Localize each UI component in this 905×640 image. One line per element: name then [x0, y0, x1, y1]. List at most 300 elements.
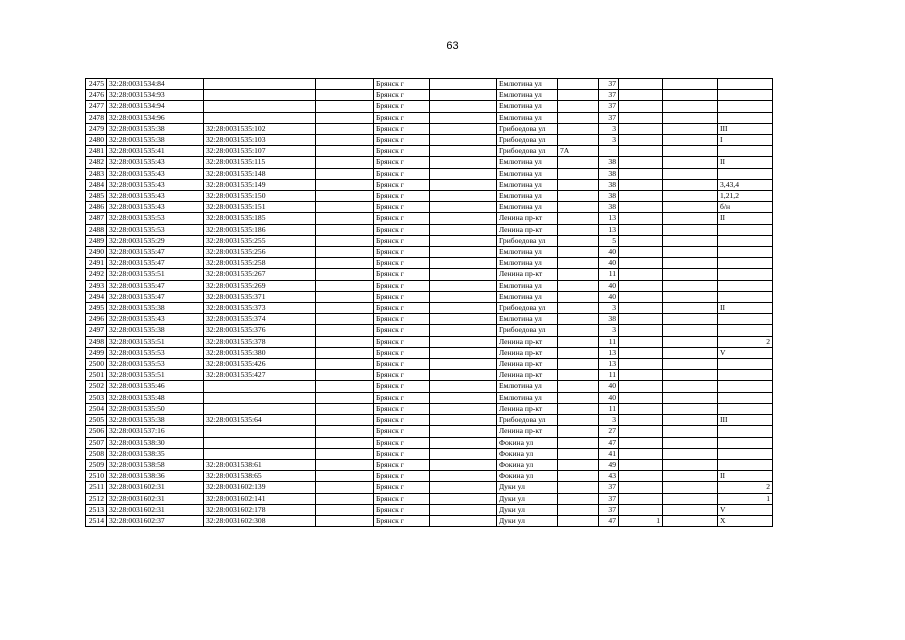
cell-col-quantity: [619, 157, 663, 168]
cell-col-empty-b: [430, 90, 497, 101]
cell-house-number: 37: [599, 101, 619, 112]
cell-city: Брянск г: [374, 493, 430, 504]
cell-house-letter: [558, 347, 599, 358]
cell-house-letter: [558, 90, 599, 101]
cell-house-letter: [558, 202, 599, 213]
cell-house-number: 3: [599, 123, 619, 134]
cell-cadastral-number: 32:28:0031602:178: [204, 504, 316, 515]
cell-house-number: 37: [599, 79, 619, 90]
table-row: [86, 202, 773, 213]
cell-house-letter: [558, 191, 599, 202]
cell-col-empty-b: [430, 448, 497, 459]
cell-col-empty-c: [663, 359, 718, 370]
cell-row-number: 2484: [86, 179, 107, 190]
cell-col-quantity: [619, 359, 663, 370]
cell-col-note: б/н: [718, 202, 773, 213]
cell-cadastral-number: 32:28:0031535:374: [204, 314, 316, 325]
cell-col-empty-c: [663, 168, 718, 179]
cell-col-empty-b: [430, 135, 497, 146]
cell-house-letter: [558, 403, 599, 414]
cell-col-quantity: [619, 112, 663, 123]
cell-col-note: II: [718, 471, 773, 482]
cell-house-letter: [558, 168, 599, 179]
cell-city: Брянск г: [374, 370, 430, 381]
cell-col-quantity: [619, 336, 663, 347]
cell-street: Емлютина ул: [497, 280, 558, 291]
cell-row-number: 2494: [86, 291, 107, 302]
cell-col-note: [718, 325, 773, 336]
cell-house-letter: [558, 515, 599, 526]
cell-col-empty-b: [430, 471, 497, 482]
cell-col-empty-b: [430, 247, 497, 258]
cell-col-empty-b: [430, 515, 497, 526]
cell-col-empty-c: [663, 403, 718, 414]
cell-house-number: 37: [599, 90, 619, 101]
cell-city: Брянск г: [374, 79, 430, 90]
cell-col-quantity: [619, 303, 663, 314]
cell-street: Ленина пр-кт: [497, 403, 558, 414]
table-row: [86, 247, 773, 258]
cell-street: Грибоедова ул: [497, 303, 558, 314]
cell-row-number: 2514: [86, 515, 107, 526]
cell-house-letter: [558, 471, 599, 482]
cell-street: Дуки ул: [497, 515, 558, 526]
cell-house-number: 38: [599, 191, 619, 202]
cell-col-quantity: [619, 258, 663, 269]
cell-city: Брянск г: [374, 135, 430, 146]
cell-street: Грибоедова ул: [497, 325, 558, 336]
cell-cadastral-number: 32:28:0031535:373: [204, 303, 316, 314]
cell-house-number: 47: [599, 437, 619, 448]
cell-col-quantity: [619, 426, 663, 437]
cell-col-empty-c: [663, 179, 718, 190]
cell-city: Брянск г: [374, 90, 430, 101]
cell-row-number: 2480: [86, 135, 107, 146]
cell-col-quantity: [619, 381, 663, 392]
cell-col-empty-b: [430, 291, 497, 302]
cell-cadastral-number: 32:28:0031602:139: [204, 482, 316, 493]
cell-cadastral-number: 32:28:0031538:65: [204, 471, 316, 482]
cell-col-quantity: [619, 415, 663, 426]
cell-note-number: 2: [766, 482, 770, 492]
cell-row-number: 2511: [86, 482, 107, 493]
cell-col-empty-b: [430, 235, 497, 246]
cell-house-number: 38: [599, 202, 619, 213]
cell-col-note: [718, 224, 773, 235]
cell-col-empty-c: [663, 448, 718, 459]
cell-city: Брянск г: [374, 325, 430, 336]
cell-col-empty-c: [663, 213, 718, 224]
cell-city: Брянск г: [374, 112, 430, 123]
cell-house-letter: [558, 381, 599, 392]
cell-col-empty-a: [316, 224, 374, 235]
cell-col-empty-b: [430, 359, 497, 370]
cell-cadastral-number: 32:28:0031535:115: [204, 157, 316, 168]
cell-col-note: [718, 168, 773, 179]
cell-col-empty-b: [430, 493, 497, 504]
cell-col-note: [718, 258, 773, 269]
cell-col-quantity: [619, 482, 663, 493]
cell-street: Емлютина ул: [497, 291, 558, 302]
cell-city: Брянск г: [374, 336, 430, 347]
cell-col-empty-c: [663, 504, 718, 515]
cell-col-empty-a: [316, 179, 374, 190]
cell-row-number: 2477: [86, 101, 107, 112]
cell-cadastral-quarter: 32:28:0031535:47: [107, 258, 204, 269]
cell-col-note: III: [718, 123, 773, 134]
cell-col-empty-a: [316, 157, 374, 168]
cell-cadastral-number: 32:28:0031535:258: [204, 258, 316, 269]
cell-col-empty-c: [663, 325, 718, 336]
cell-row-number: 2512: [86, 493, 107, 504]
cell-cadastral-number: 32:28:0031535:107: [204, 146, 316, 157]
cell-house-letter: [558, 415, 599, 426]
cell-house-number: 40: [599, 291, 619, 302]
cell-cadastral-quarter: 32:28:0031535:53: [107, 359, 204, 370]
cell-row-number: 2497: [86, 325, 107, 336]
cell-city: Брянск г: [374, 213, 430, 224]
cell-row-number: 2509: [86, 459, 107, 470]
cell-row-number: 2513: [86, 504, 107, 515]
cell-col-empty-c: [663, 101, 718, 112]
cell-city: Брянск г: [374, 224, 430, 235]
cell-col-note: [718, 314, 773, 325]
cell-cadastral-quarter: 32:28:0031535:47: [107, 291, 204, 302]
cell-col-empty-c: [663, 303, 718, 314]
cell-col-note: II: [718, 303, 773, 314]
cell-col-empty-a: [316, 325, 374, 336]
table-row: [86, 280, 773, 291]
cell-col-note: V: [718, 347, 773, 358]
table-row: [86, 347, 773, 358]
cell-col-empty-b: [430, 213, 497, 224]
cell-col-quantity: [619, 135, 663, 146]
cell-col-quantity: [619, 347, 663, 358]
cell-col-empty-a: [316, 347, 374, 358]
cell-col-empty-c: [663, 157, 718, 168]
cell-cadastral-quarter: 32:28:0031535:48: [107, 392, 204, 403]
cell-col-note: III: [718, 415, 773, 426]
cell-house-number: 40: [599, 280, 619, 291]
cell-col-empty-b: [430, 123, 497, 134]
cell-house-number: 11: [599, 336, 619, 347]
cell-row-number: 2499: [86, 347, 107, 358]
cell-col-empty-a: [316, 247, 374, 258]
cell-row-number: 2510: [86, 471, 107, 482]
cell-city: Брянск г: [374, 202, 430, 213]
table-row: [86, 291, 773, 302]
cell-street: Ленина пр-кт: [497, 269, 558, 280]
cell-col-quantity: [619, 280, 663, 291]
cell-col-note: [718, 359, 773, 370]
cell-col-empty-b: [430, 325, 497, 336]
cell-cadastral-quarter: 32:28:0031535:51: [107, 269, 204, 280]
cell-col-quantity: [619, 90, 663, 101]
cell-col-note: [718, 370, 773, 381]
cell-house-letter: [558, 459, 599, 470]
cell-house-letter: [558, 426, 599, 437]
cell-house-letter: [558, 280, 599, 291]
cell-col-empty-c: [663, 415, 718, 426]
cell-row-number: 2476: [86, 90, 107, 101]
table-row: [86, 258, 773, 269]
cell-house-number: 3: [599, 325, 619, 336]
cell-cadastral-quarter: 32:28:0031602:31: [107, 493, 204, 504]
cell-street: Грибоедова ул: [497, 235, 558, 246]
cell-col-empty-b: [430, 426, 497, 437]
cell-col-empty-a: [316, 280, 374, 291]
cell-col-note: [718, 336, 773, 347]
cell-col-quantity: [619, 146, 663, 157]
cell-note-number: 1: [766, 493, 770, 503]
cell-house-number: 13: [599, 213, 619, 224]
cell-col-empty-b: [430, 381, 497, 392]
cell-house-number: 40: [599, 381, 619, 392]
cell-house-letter: [558, 336, 599, 347]
table-row: [86, 79, 773, 90]
cell-col-empty-c: [663, 90, 718, 101]
cell-col-quantity: [619, 213, 663, 224]
cell-cadastral-quarter: 32:28:0031535:38: [107, 123, 204, 134]
cell-cadastral-number: 32:28:0031602:141: [204, 493, 316, 504]
table-row: [86, 415, 773, 426]
cell-house-letter: [558, 437, 599, 448]
cell-col-note: [718, 101, 773, 112]
cell-city: Брянск г: [374, 426, 430, 437]
cell-col-empty-c: [663, 79, 718, 90]
cell-cadastral-quarter: 32:28:0031537:16: [107, 426, 204, 437]
cell-cadastral-quarter: 32:28:0031535:43: [107, 157, 204, 168]
cell-col-note: [718, 90, 773, 101]
cell-cadastral-quarter: 32:28:0031534:94: [107, 101, 204, 112]
cell-house-number: 41: [599, 448, 619, 459]
cell-col-empty-a: [316, 303, 374, 314]
table-row: [86, 101, 773, 112]
cell-street: Фокина ул: [497, 471, 558, 482]
cell-house-letter: [558, 157, 599, 168]
cell-col-empty-b: [430, 370, 497, 381]
cell-cadastral-quarter: 32:28:0031535:43: [107, 179, 204, 190]
cell-col-empty-a: [316, 471, 374, 482]
cell-street: Емлютина ул: [497, 90, 558, 101]
cell-cadastral-quarter: 32:28:0031535:38: [107, 415, 204, 426]
cell-col-empty-c: [663, 493, 718, 504]
cell-house-letter: [558, 101, 599, 112]
cell-house-letter: [558, 359, 599, 370]
cell-house-letter: [558, 370, 599, 381]
cell-col-empty-b: [430, 179, 497, 190]
cell-col-note: II: [718, 213, 773, 224]
cell-col-quantity: [619, 291, 663, 302]
cell-col-empty-c: [663, 258, 718, 269]
cell-row-number: 2503: [86, 392, 107, 403]
cell-house-number: 11: [599, 403, 619, 414]
cell-col-quantity: [619, 202, 663, 213]
cell-cadastral-number: [204, 392, 316, 403]
table-row: [86, 179, 773, 190]
cell-house-letter: [558, 135, 599, 146]
cell-col-empty-a: [316, 123, 374, 134]
cell-house-letter: [558, 179, 599, 190]
cell-col-empty-a: [316, 448, 374, 459]
cell-city: Брянск г: [374, 157, 430, 168]
table-body: [86, 79, 773, 527]
cell-cadastral-number: 32:28:0031535:148: [204, 168, 316, 179]
cell-street: Емлютина ул: [497, 112, 558, 123]
table-row: [86, 325, 773, 336]
cell-col-quantity: [619, 471, 663, 482]
cell-cadastral-quarter: 32:28:0031535:51: [107, 370, 204, 381]
cell-cadastral-quarter: 32:28:0031535:43: [107, 168, 204, 179]
cell-col-empty-a: [316, 202, 374, 213]
cell-street: Емлютина ул: [497, 247, 558, 258]
cell-col-empty-a: [316, 191, 374, 202]
table-row: [86, 269, 773, 280]
cell-city: Брянск г: [374, 146, 430, 157]
cell-col-empty-a: [316, 359, 374, 370]
cell-row-number: 2485: [86, 191, 107, 202]
cell-house-number: 3: [599, 415, 619, 426]
cell-cadastral-quarter: 32:28:0031535:43: [107, 314, 204, 325]
cell-col-note: [718, 235, 773, 246]
cell-col-empty-a: [316, 79, 374, 90]
cell-street: Емлютина ул: [497, 314, 558, 325]
cell-col-note: [718, 269, 773, 280]
cell-house-letter: [558, 269, 599, 280]
cell-col-empty-b: [430, 191, 497, 202]
cell-street: Емлютина ул: [497, 179, 558, 190]
cell-col-empty-c: [663, 269, 718, 280]
cell-cadastral-number: [204, 381, 316, 392]
cell-col-quantity: [619, 437, 663, 448]
cell-col-note: [718, 426, 773, 437]
table-row: [86, 459, 773, 470]
cell-cadastral-quarter: 32:28:0031535:38: [107, 303, 204, 314]
cell-col-empty-c: [663, 370, 718, 381]
cell-cadastral-number: 32:28:0031535:256: [204, 247, 316, 258]
cell-house-number: 3: [599, 303, 619, 314]
cell-city: Брянск г: [374, 258, 430, 269]
cell-house-number: 37: [599, 504, 619, 515]
cell-house-number: 37: [599, 493, 619, 504]
cell-cadastral-quarter: 32:28:0031534:93: [107, 90, 204, 101]
cell-col-empty-b: [430, 459, 497, 470]
table-row: [86, 235, 773, 246]
cell-cadastral-quarter: 32:28:0031535:53: [107, 224, 204, 235]
cell-col-empty-a: [316, 515, 374, 526]
table-row: [86, 303, 773, 314]
cell-city: Брянск г: [374, 392, 430, 403]
cell-city: Брянск г: [374, 515, 430, 526]
cell-row-number: 2481: [86, 146, 107, 157]
table-row: [86, 370, 773, 381]
cell-house-number: 3: [599, 135, 619, 146]
cell-col-empty-b: [430, 314, 497, 325]
cell-col-empty-c: [663, 202, 718, 213]
cell-street: Дуки ул: [497, 493, 558, 504]
cell-col-note: 1,21,2: [718, 191, 773, 202]
cell-note-number: 2: [766, 336, 770, 346]
cell-street: Грибоедова ул: [497, 146, 558, 157]
table-row: [86, 493, 773, 504]
cell-row-number: 2487: [86, 213, 107, 224]
cell-col-empty-c: [663, 123, 718, 134]
cell-cadastral-number: 32:28:0031535:103: [204, 135, 316, 146]
table-row: [86, 437, 773, 448]
cell-city: Брянск г: [374, 437, 430, 448]
cell-col-empty-c: [663, 291, 718, 302]
cell-cadastral-quarter: 32:28:0031538:35: [107, 448, 204, 459]
cell-col-empty-a: [316, 235, 374, 246]
cell-col-note: II: [718, 157, 773, 168]
cell-street: Фокина ул: [497, 448, 558, 459]
cell-cadastral-number: 32:28:0031535:186: [204, 224, 316, 235]
cell-col-empty-c: [663, 247, 718, 258]
cell-cadastral-number: [204, 448, 316, 459]
cell-house-letter: [558, 79, 599, 90]
cell-cadastral-number: [204, 426, 316, 437]
cell-col-note: [718, 79, 773, 90]
cell-col-note: [718, 112, 773, 123]
cell-house-number: 40: [599, 258, 619, 269]
cell-cadastral-quarter: 32:28:0031602:37: [107, 515, 204, 526]
cell-row-number: 2496: [86, 314, 107, 325]
cell-house-number: 11: [599, 269, 619, 280]
table-row: [86, 224, 773, 235]
cell-col-empty-c: [663, 471, 718, 482]
cell-col-empty-b: [430, 224, 497, 235]
cell-house-number: 43: [599, 471, 619, 482]
cell-house-number: 27: [599, 426, 619, 437]
cell-house-number: 13: [599, 224, 619, 235]
cell-col-empty-a: [316, 392, 374, 403]
cell-street: Ленина пр-кт: [497, 213, 558, 224]
cell-col-empty-c: [663, 191, 718, 202]
cell-col-empty-a: [316, 415, 374, 426]
cell-street: Емлютина ул: [497, 157, 558, 168]
cell-col-note: [718, 280, 773, 291]
cell-col-note: [718, 291, 773, 302]
cell-cadastral-quarter: 32:28:0031534:96: [107, 112, 204, 123]
cell-col-empty-a: [316, 90, 374, 101]
cell-city: Брянск г: [374, 415, 430, 426]
cell-row-number: 2502: [86, 381, 107, 392]
cell-street: Емлютина ул: [497, 381, 558, 392]
cell-house-letter: [558, 392, 599, 403]
cell-col-note: [718, 459, 773, 470]
cell-street: Фокина ул: [497, 459, 558, 470]
cell-col-empty-a: [316, 437, 374, 448]
cell-house-letter: 7А: [558, 146, 599, 157]
table-row: [86, 314, 773, 325]
cell-col-empty-a: [316, 314, 374, 325]
cell-col-empty-b: [430, 437, 497, 448]
cell-cadastral-number: [204, 437, 316, 448]
cell-col-note: [718, 392, 773, 403]
cell-col-quantity: [619, 101, 663, 112]
cell-col-empty-a: [316, 336, 374, 347]
cell-col-note: [718, 448, 773, 459]
cell-col-note: V: [718, 504, 773, 515]
table-row: [86, 381, 773, 392]
cell-row-number: 2505: [86, 415, 107, 426]
cell-col-quantity: [619, 314, 663, 325]
cell-col-quantity: [619, 168, 663, 179]
cell-cadastral-number: [204, 90, 316, 101]
cell-cadastral-number: [204, 101, 316, 112]
table-row: [86, 482, 773, 493]
cell-city: Брянск г: [374, 471, 430, 482]
